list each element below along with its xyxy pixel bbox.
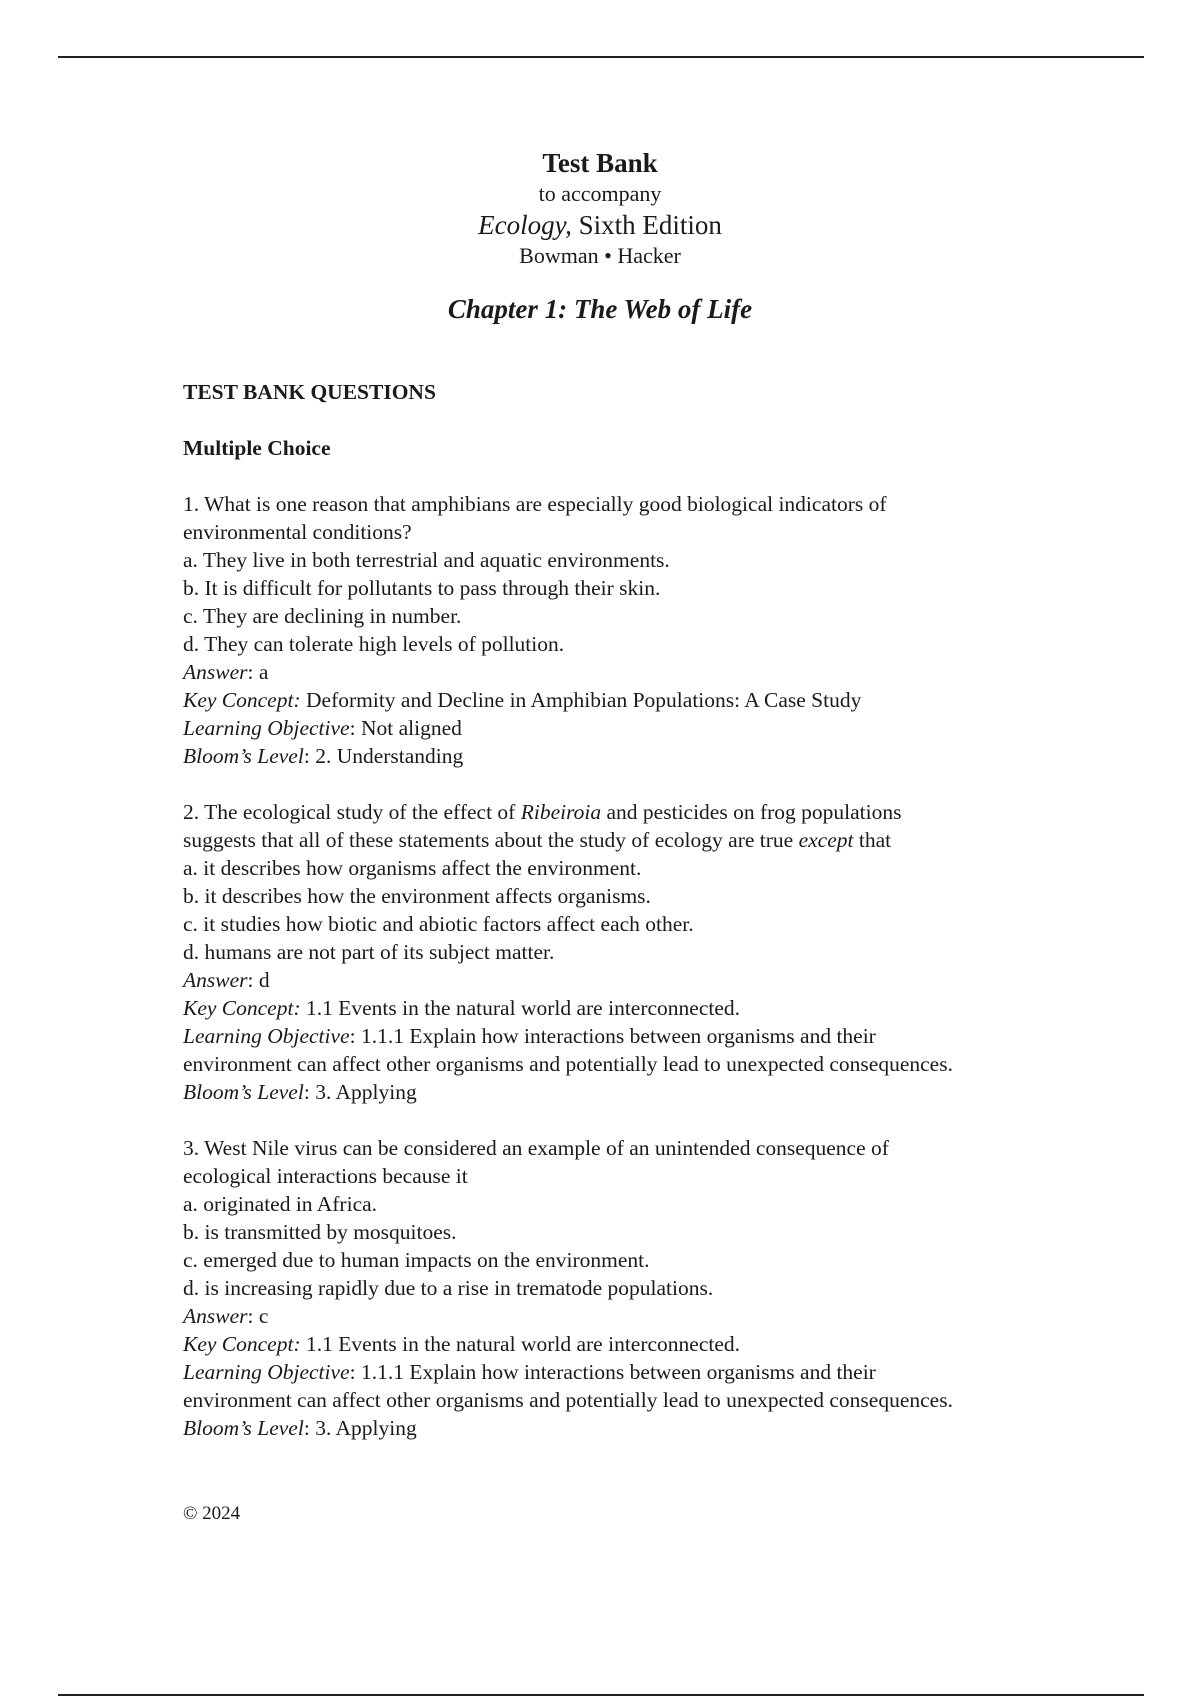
- question-stem-text: suggests that all of these statements about the study of ecology are true: [183, 828, 799, 852]
- answer-option: a. it describes how organisms affect the environment.: [183, 856, 642, 880]
- learning-objective-line: Learning Objective: 1.1.1 Explain how interactions between organisms and their: [183, 1360, 876, 1384]
- question-stem: environmental conditions?: [183, 520, 412, 544]
- key-concept-label: Key Concept:: [183, 688, 301, 712]
- key-concept-line: [183, 686, 1083, 714]
- book-title: Ecology,: [478, 210, 572, 240]
- question-stem-text: that: [853, 828, 892, 852]
- question-3: [183, 1134, 1083, 1442]
- answer-option: b. It is difficult for pollutants to pass through their skin.: [183, 576, 661, 600]
- learning-objective-line: Learning Objective: Not aligned: [183, 716, 462, 740]
- learning-objective-label: Learning Objective: [183, 1360, 350, 1384]
- answer-line: Answer: d: [183, 968, 270, 992]
- document-title: Test Bank: [542, 148, 658, 178]
- book-authors: Bowman • Hacker: [519, 243, 681, 268]
- answer-label: Answer: [183, 968, 248, 992]
- blooms-level-value: 3. Applying: [315, 1080, 417, 1104]
- answer-option: c. emerged due to human impacts on the environment.: [183, 1248, 650, 1272]
- learning-objective-value: 1.1.1 Explain how interactions between organisms and their: [360, 1360, 876, 1384]
- copyright: © 2024: [183, 1503, 241, 1524]
- answer-value: a: [258, 660, 269, 684]
- key-concept-line: [183, 994, 1083, 1022]
- key-concept-label: Key Concept:: [183, 1332, 301, 1356]
- section-heading: TEST BANK QUESTIONS: [183, 380, 436, 404]
- question-1: [183, 490, 1083, 770]
- blooms-level-line: Bloom’s Level: 3. Applying: [183, 1080, 417, 1104]
- learning-objective-value: 1.1.1 Explain how interactions between organisms and their: [360, 1024, 876, 1048]
- answer-line: Answer: c: [183, 1304, 269, 1328]
- key-concept-value: 1.1 Events in the natural world are interconnected.: [306, 1332, 741, 1356]
- key-concept-value: Deformity and Decline in Amphibian Populations: A Case Study: [306, 688, 862, 712]
- sub-heading: Multiple Choice: [183, 436, 331, 460]
- answer-value: d: [258, 968, 270, 992]
- answer-line: Answer: a: [183, 660, 269, 684]
- answer-label: Answer: [183, 660, 248, 684]
- question-stem: 1. What is one reason that amphibians are especially good biological indicators of: [183, 492, 887, 516]
- document-header: [0, 146, 1200, 326]
- blooms-level-label: Bloom’s Level: [183, 744, 304, 768]
- question-stem: [183, 798, 1083, 826]
- answer-option: c. They are declining in number.: [183, 604, 462, 628]
- chapter-title: Chapter 1: The Web of Life: [447, 294, 753, 324]
- key-concept-line: [183, 1330, 1083, 1358]
- learning-objective-label: Learning Objective: [183, 716, 350, 740]
- question-stem-italic: Ribeiroia: [520, 800, 602, 824]
- document-subtitle: to accompany: [538, 181, 662, 206]
- learning-objective-line: Learning Objective: 1.1.1 Explain how interactions between organisms and their: [183, 1024, 876, 1048]
- blooms-level-label: Bloom’s Level: [183, 1416, 304, 1440]
- question-stem-text: 2. The ecological study of the effect of: [183, 800, 521, 824]
- question-stem: [183, 826, 1083, 854]
- learning-objective-label: Learning Objective: [183, 1024, 350, 1048]
- key-concept-value: 1.1 Events in the natural world are interconnected.: [306, 996, 741, 1020]
- question-stem: ecological interactions because it: [183, 1164, 468, 1188]
- blooms-level-line: Bloom’s Level: 2. Understanding: [183, 744, 464, 768]
- learning-objective-continuation: environment can affect other organisms and potentially lead to unexpected consequences.: [183, 1052, 953, 1076]
- blooms-level-value: 2. Understanding: [315, 744, 464, 768]
- bottom-rule: [58, 1694, 1144, 1696]
- key-concept-label: Key Concept:: [183, 996, 301, 1020]
- book-title-line: [0, 208, 1200, 242]
- answer-option: d. They can tolerate high levels of pollution.: [183, 632, 565, 656]
- answer-option: a. originated in Africa.: [183, 1192, 378, 1216]
- learning-objective-value: Not aligned: [360, 716, 462, 740]
- document-body: [183, 378, 1083, 1442]
- answer-option: d. humans are not part of its subject matter.: [183, 940, 555, 964]
- question-stem: 3. West Nile virus can be considered an example of an unintended consequence of: [183, 1136, 889, 1160]
- answer-option: a. They live in both terrestrial and aquatic environments.: [183, 548, 670, 572]
- blooms-level-line: Bloom’s Level: 3. Applying: [183, 1416, 417, 1440]
- question-2: [183, 798, 1083, 1106]
- top-rule: [58, 56, 1144, 58]
- blooms-level-value: 3. Applying: [315, 1416, 417, 1440]
- answer-option: c. it studies how biotic and abiotic factors affect each other.: [183, 912, 694, 936]
- question-stem-text: and pesticides on frog populations: [601, 800, 902, 824]
- book-edition: Sixth Edition: [578, 210, 722, 240]
- learning-objective-continuation: environment can affect other organisms and potentially lead to unexpected consequences.: [183, 1388, 953, 1412]
- answer-option: b. it describes how the environment affects organisms.: [183, 884, 651, 908]
- answer-label: Answer: [183, 1304, 248, 1328]
- answer-value: c: [258, 1304, 269, 1328]
- question-stem-italic: except: [798, 828, 854, 852]
- answer-option: b. is transmitted by mosquitoes.: [183, 1220, 457, 1244]
- answer-option: d. is increasing rapidly due to a rise in trematode populations.: [183, 1276, 714, 1300]
- blooms-level-label: Bloom’s Level: [183, 1080, 304, 1104]
